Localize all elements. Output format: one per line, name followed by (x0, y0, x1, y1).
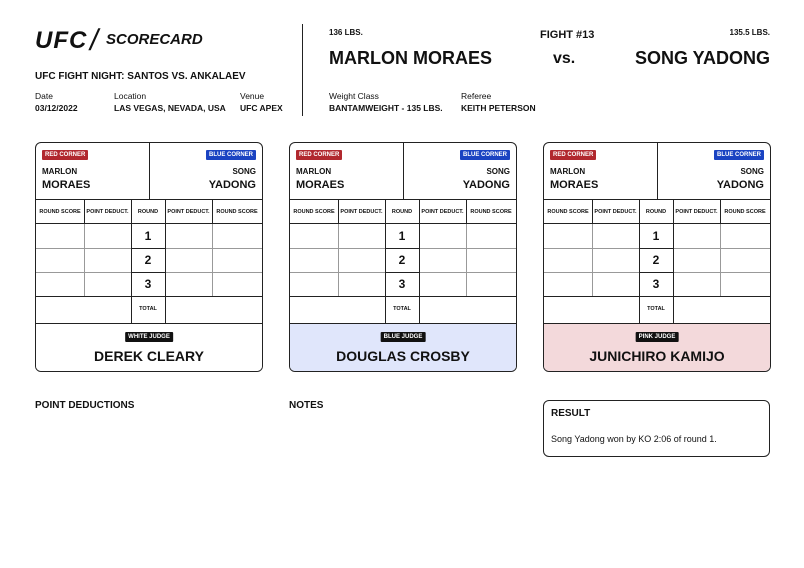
versus-label: vs. (553, 50, 576, 67)
total-label: TOTAL (139, 306, 157, 312)
row-divider (673, 248, 770, 249)
corner-divider (149, 143, 150, 200)
point-deduct-header: POINT DEDUCT. (167, 208, 210, 215)
date-value: 03/12/2022 (35, 103, 78, 113)
round-score-header: ROUND SCORE (216, 208, 258, 215)
point-deduct-header: POINT DEDUCT. (594, 208, 637, 215)
judge-name: DOUGLAS CROSBY (336, 348, 470, 364)
round-score-header: ROUND SCORE (293, 208, 335, 215)
header-row-border (290, 200, 516, 224)
result-title: RESULT (551, 408, 591, 419)
round-divider (385, 272, 419, 273)
judge-scorecard (543, 142, 771, 372)
round-number: 2 (652, 253, 660, 267)
column-divider (338, 200, 339, 224)
round-score-header: ROUND SCORE (724, 208, 766, 215)
total-row-border (290, 296, 516, 297)
column-divider (165, 200, 166, 224)
blue-last-name: YADONG (208, 179, 256, 191)
corner-divider (657, 143, 658, 200)
column-divider (212, 224, 213, 296)
round-number: 3 (398, 277, 406, 291)
referee-value: KEITH PETERSON (461, 103, 536, 113)
point-deduct-header: POINT DEDUCT. (421, 208, 464, 215)
column-divider (419, 200, 420, 224)
round-divider (639, 248, 673, 249)
venue-value: UFC APEX (240, 103, 283, 113)
round-score-header: ROUND SCORE (547, 208, 589, 215)
total-row-border (36, 296, 262, 297)
weight-class-label: Weight Class (329, 91, 379, 101)
point-deduct-header: POINT DEDUCT. (340, 208, 383, 215)
judge-name: DEREK CLEARY (94, 348, 204, 364)
blue-corner-badge: BLUE CORNER (206, 150, 256, 160)
judge-scorecard (35, 142, 263, 372)
column-divider (592, 224, 593, 296)
column-divider (673, 200, 674, 224)
round-column-border (673, 224, 674, 323)
event-name: UFC FIGHT NIGHT: SANTOS VS. ANKALAEV (35, 71, 246, 82)
row-divider (673, 272, 770, 273)
red-first-name: MARLON (296, 167, 332, 176)
blue-first-name: SONG (232, 167, 256, 176)
venue-label: Venue (240, 91, 265, 101)
red-corner-badge: RED CORNER (550, 150, 596, 160)
location-value: LAS VEGAS, NEVADA, USA (114, 103, 226, 113)
blue-first-name: SONG (740, 167, 764, 176)
red-fighter-name: MARLON MORAES (329, 48, 492, 68)
red-last-name: MORAES (550, 179, 599, 191)
red-corner-badge: RED CORNER (296, 150, 342, 160)
round-number: 1 (144, 229, 152, 243)
round-number: 1 (652, 229, 660, 243)
round-header: ROUND (137, 208, 159, 215)
column-divider (639, 200, 640, 224)
row-divider (165, 248, 262, 249)
corner-header (290, 143, 516, 200)
logo-divider: / (87, 24, 102, 57)
row-divider (419, 248, 516, 249)
column-divider (466, 224, 467, 296)
judge-scorecard (289, 142, 517, 372)
scorecard-title: SCORECARD (106, 31, 203, 48)
round-number: 1 (398, 229, 406, 243)
header-row-border (36, 200, 262, 224)
round-divider (639, 272, 673, 273)
judge-badge: WHITE JUDGE (125, 332, 173, 342)
red-corner-badge: RED CORNER (42, 150, 88, 160)
round-header: ROUND (391, 208, 413, 215)
location-label: Location (114, 91, 147, 101)
judge-area (36, 323, 262, 372)
red-last-name: MORAES (42, 179, 91, 191)
round-divider (131, 272, 165, 273)
column-divider (131, 200, 132, 224)
corner-header (36, 143, 262, 200)
judge-badge: BLUE JUDGE (381, 332, 426, 342)
column-divider (212, 200, 213, 224)
column-divider (592, 200, 593, 224)
referee-label: Referee (461, 91, 492, 101)
column-divider (385, 200, 386, 224)
red-first-name: MARLON (42, 167, 78, 176)
result-text: Song Yadong won by KO 2:06 of round 1. (551, 434, 717, 444)
ufc-logo: UFC (35, 27, 88, 54)
corner-header (544, 143, 770, 200)
corner-divider (403, 143, 404, 200)
column-divider (720, 224, 721, 296)
red-weight: 136 LBS. (329, 28, 363, 37)
round-column-border (165, 224, 166, 323)
column-divider (338, 224, 339, 296)
weight-class-value: BANTAMWEIGHT - 135 LBS. (329, 103, 443, 113)
judge-name: JUNICHIRO KAMIJO (589, 348, 725, 364)
blue-corner-badge: BLUE CORNER (460, 150, 510, 160)
column-divider (466, 200, 467, 224)
judge-area (290, 323, 516, 372)
column-divider (720, 200, 721, 224)
blue-weight: 135.5 LBS. (729, 28, 770, 37)
round-score-header: ROUND SCORE (470, 208, 512, 215)
column-divider (84, 200, 85, 224)
header-divider (302, 24, 303, 116)
round-number: 2 (144, 253, 152, 267)
round-header: ROUND (645, 208, 667, 215)
round-number: 3 (652, 277, 660, 291)
round-score-header: ROUND SCORE (39, 208, 81, 215)
header-row-border (544, 200, 770, 224)
column-divider (84, 224, 85, 296)
round-column-border (419, 224, 420, 323)
notes-heading: NOTES (289, 400, 324, 411)
total-row-border (544, 296, 770, 297)
blue-corner-badge: BLUE CORNER (714, 150, 764, 160)
round-divider (131, 248, 165, 249)
blue-last-name: YADONG (462, 179, 510, 191)
point-deduct-header: POINT DEDUCT. (675, 208, 718, 215)
red-first-name: MARLON (550, 167, 586, 176)
round-number: 3 (144, 277, 152, 291)
total-label: TOTAL (393, 306, 411, 312)
blue-last-name: YADONG (716, 179, 764, 191)
round-number: 2 (398, 253, 406, 267)
round-divider (385, 248, 419, 249)
row-divider (165, 272, 262, 273)
point-deductions-heading: POINT DEDUCTIONS (35, 400, 135, 411)
date-label: Date (35, 91, 53, 101)
red-last-name: MORAES (296, 179, 345, 191)
blue-fighter-name: SONG YADONG (634, 48, 770, 68)
point-deduct-header: POINT DEDUCT. (86, 208, 129, 215)
fight-number: FIGHT #13 (540, 29, 595, 41)
row-divider (419, 272, 516, 273)
judge-area (544, 323, 770, 372)
total-label: TOTAL (647, 306, 665, 312)
blue-first-name: SONG (486, 167, 510, 176)
judge-badge: PINK JUDGE (636, 332, 679, 342)
